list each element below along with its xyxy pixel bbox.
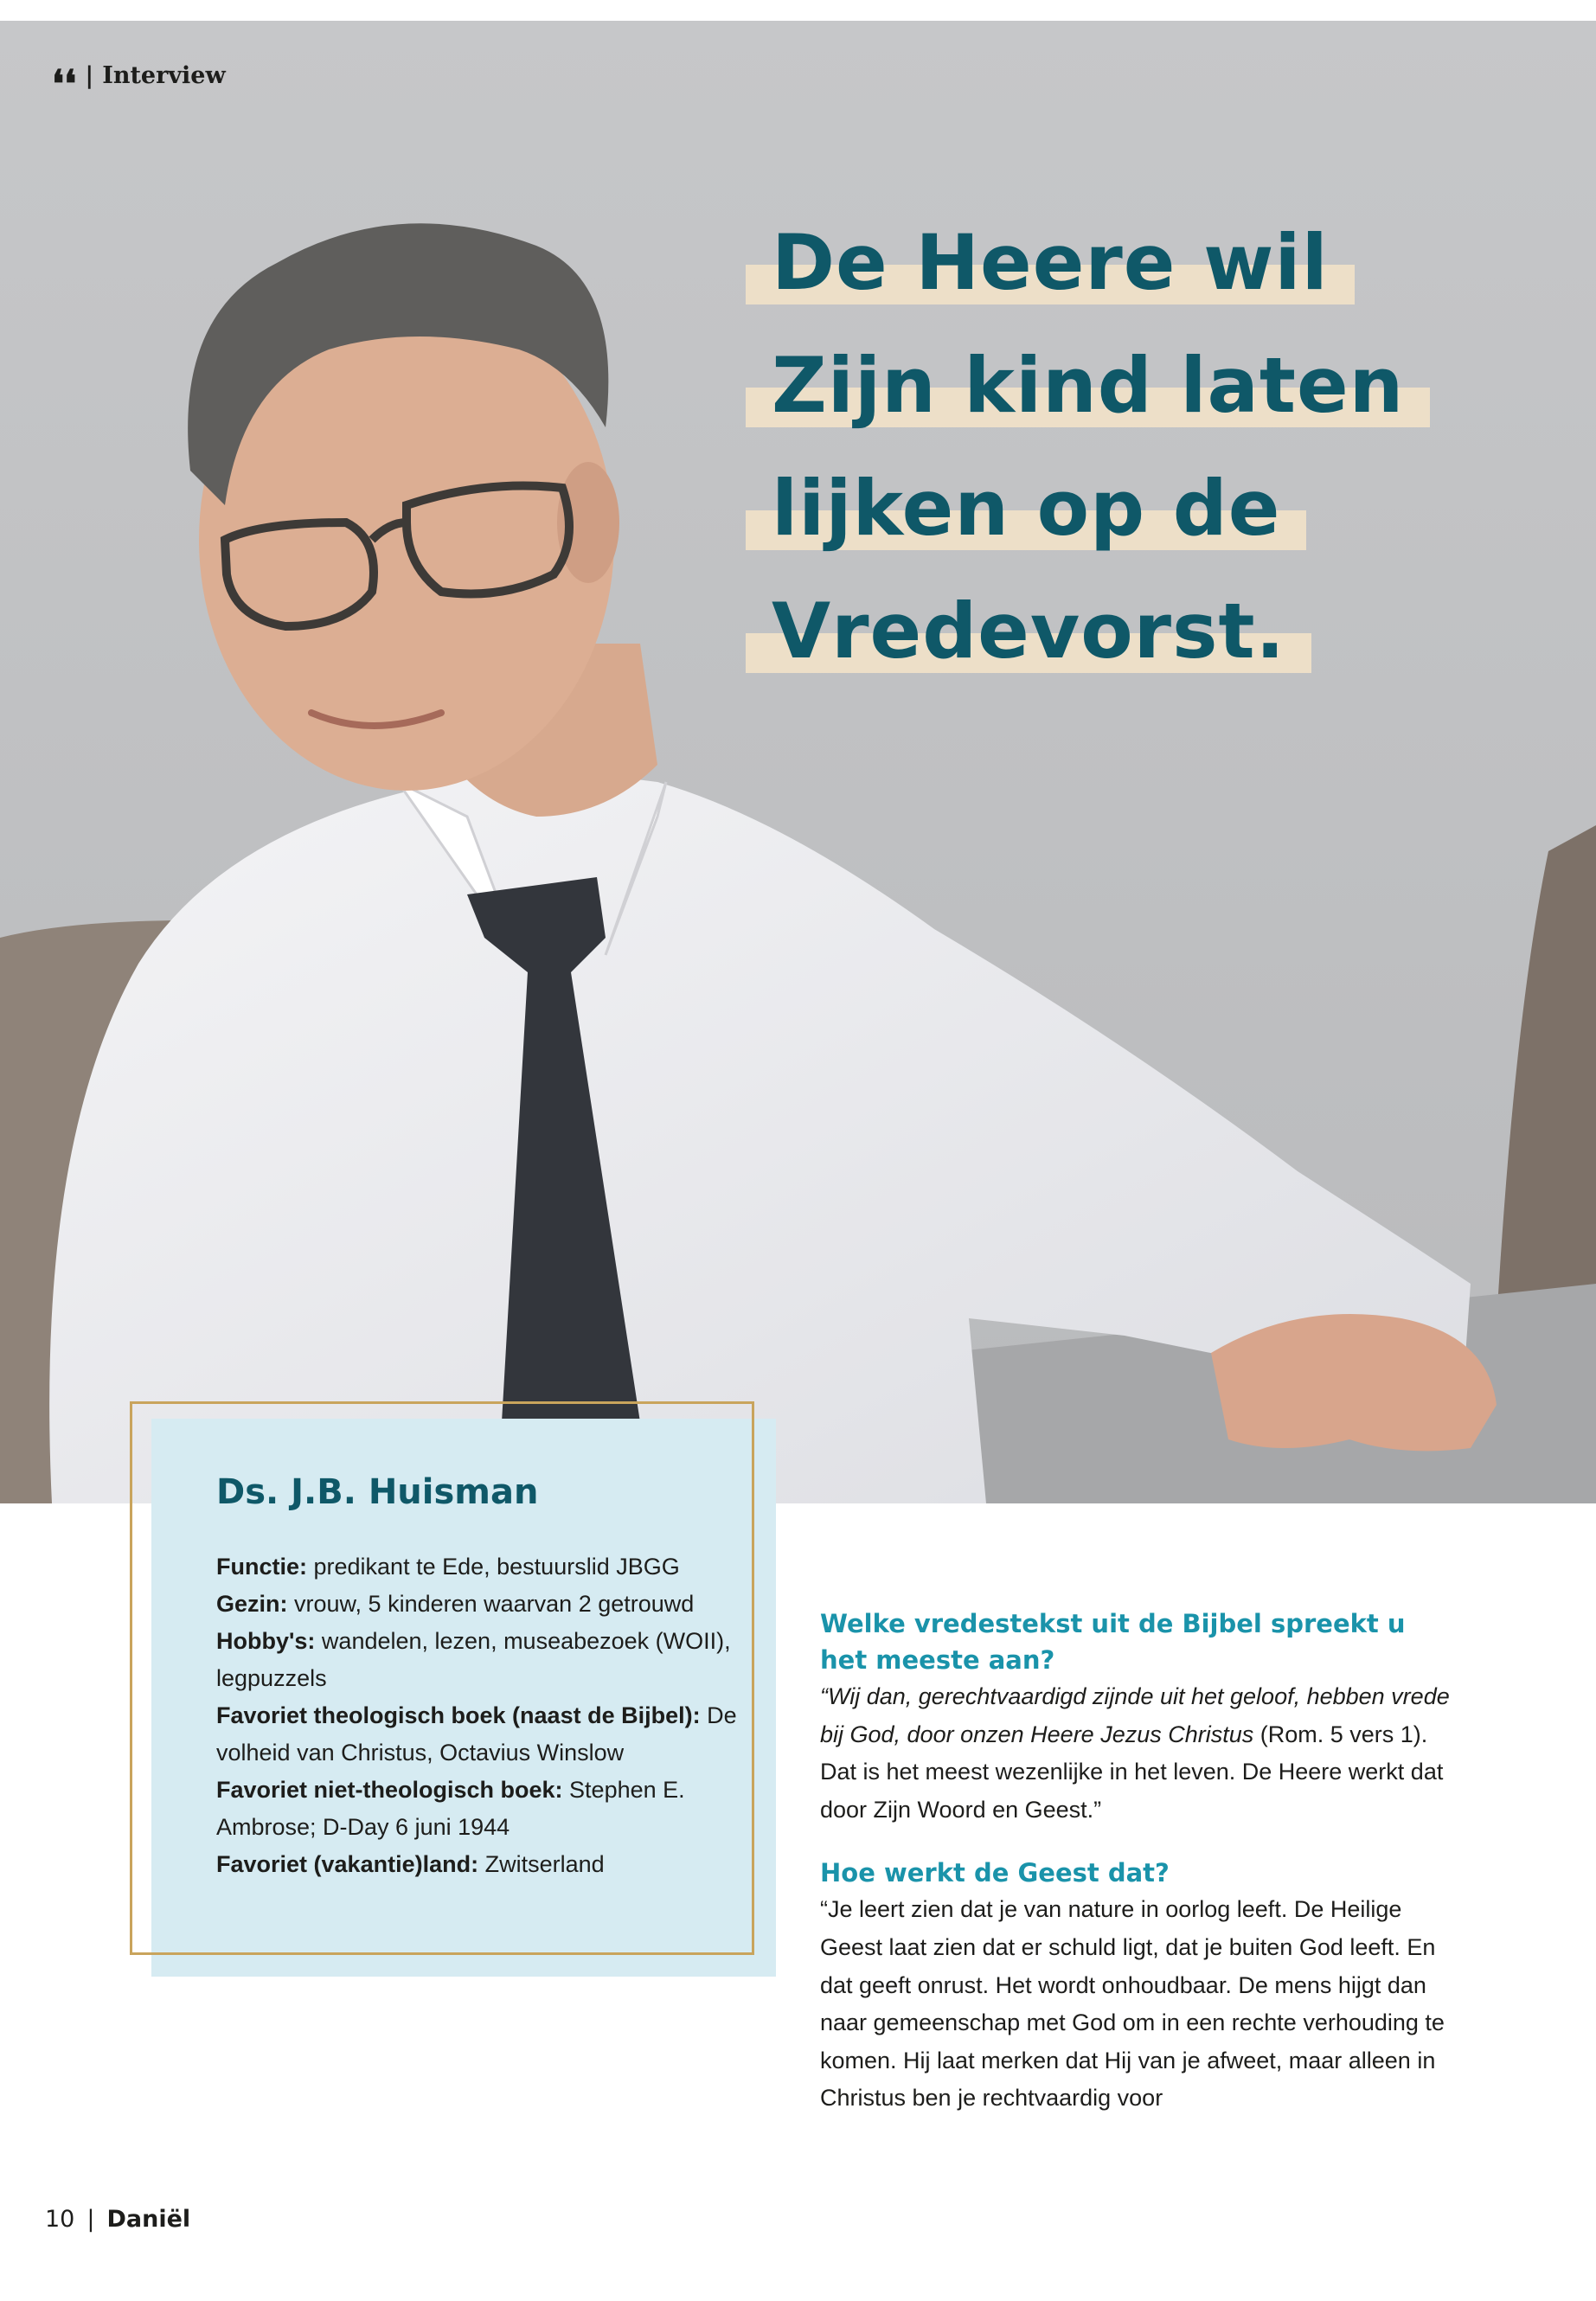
profile-name: Ds. J.B. Huisman (216, 1472, 539, 1512)
answer-1-rest: (Rom. 5 vers 1). Dat is het meest wezenlijke in het leven. De Heere werkt dat door Zijn Woord en Geest.” (820, 1721, 1444, 1823)
answer-2: “Je leert zien dat je van nature in oorlog leeft. De Heilige Geest laat zien dat er schuld ligt, dat je buiten God leeft. En dat geeft onrust. Het wordt onhoudbaar. De mens hijgt dan naar gemeenschap met God om in een rechte verhouding te komen. Hij laat merken dat Hij van je afweet, maar alleen in Christus ben je rechtvaardig voor (820, 1896, 1445, 2112)
fact-value: De volheid van Christus, Octavius Winslow (216, 1702, 737, 1766)
page-footer (45, 2206, 190, 2233)
section-separator: | (85, 62, 94, 89)
headline-text-3: lijken op de (746, 462, 1306, 555)
fact-value: Stephen E. Ambrose; D-Day 6 juni 1944 (216, 1777, 685, 1840)
headline-text-2: Zijn kind laten (746, 339, 1430, 433)
fact-label: Favoriet (vakantie)land: (216, 1851, 479, 1877)
section-label: Interview (102, 62, 226, 89)
footer-separator: | (87, 2206, 95, 2233)
question-1: Welke vredestekst uit de Bijbel spreekt u het meeste aan? (820, 1609, 1406, 1675)
profile-frame (130, 1401, 754, 1955)
headline-text-4: Vredevorst. (746, 585, 1311, 678)
fact-value: Zwitserland (478, 1851, 605, 1877)
fact-label: Favoriet niet-theologisch boek: (216, 1777, 563, 1803)
magazine-name: Daniël (106, 2206, 191, 2233)
headline-text-1: De Heere wil (746, 216, 1355, 310)
fact-label: Favoriet theologisch boek (naast de Bijbel): (216, 1702, 701, 1728)
fact-label: Functie: (216, 1554, 307, 1580)
headline-line-4 (746, 585, 1524, 708)
headline-line-3 (746, 462, 1524, 585)
answer-1-quote: “Wij dan, gerechtvaardigd zijnde uit het geloof, hebben vrede bij God, door onzen Heere Jezus Christus (820, 1683, 1450, 1747)
fact-value: vrouw, 5 kinderen waarvan 2 getrouwd (287, 1591, 695, 1617)
section-tag (52, 61, 226, 106)
headline (746, 216, 1524, 708)
fact-label: Hobby's: (216, 1628, 316, 1654)
fact-value: predikant te Ede, bestuurslid JBGG (307, 1554, 680, 1580)
question-2: Hoe werkt de Geest dat? (820, 1858, 1170, 1888)
article-body (820, 1606, 1460, 2118)
headline-line-2 (746, 339, 1524, 462)
fact-value: wandelen, lezen, museabezoek (WOII), legpuzzels (216, 1628, 731, 1691)
fact-label: Gezin: (216, 1591, 288, 1617)
page-number: 10 (45, 2206, 75, 2233)
headline-line-1 (746, 216, 1524, 339)
quote-mark-icon: ❛❛ (52, 61, 77, 106)
answer-1 (820, 1678, 1460, 1829)
